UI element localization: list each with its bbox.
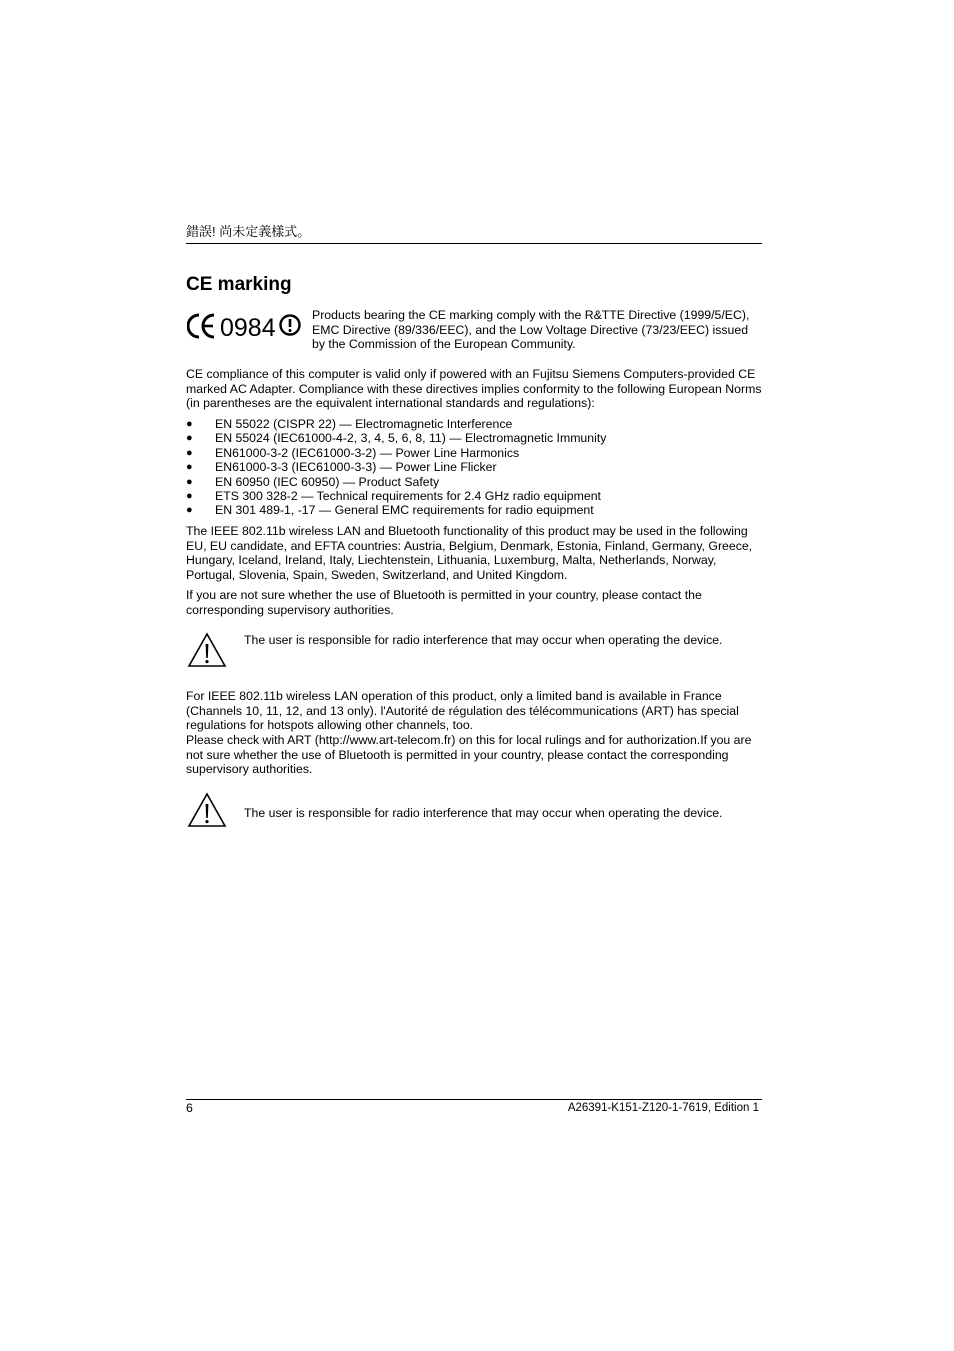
header-rule	[186, 243, 762, 244]
ce-notified-body-number: 0984	[220, 314, 276, 341]
warning-icon	[187, 632, 227, 668]
list-item: ● EN 55022 (CISPR 22) — Electromagnetic Interference	[186, 417, 513, 431]
section-title: CE marking	[186, 274, 292, 295]
bluetooth-check-paragraph: If you are not sure whether the use of Bluetooth is permitted in your country, please contact the corresponding supervisory authorities.	[186, 588, 702, 617]
warning-icon	[187, 792, 227, 828]
norms-list	[186, 417, 762, 518]
compliance-paragraph: CE compliance of this computer is valid only if powered with an Fujitsu Siemens Computers-provided CE marked AC Adapter. Compliance with these directives implies conformity to the following European Norms (in parentheses are the equivalent international standards and regulations):	[186, 367, 762, 411]
list-item: ● EN 301 489-1, -17 — General EMC requirements for radio equipment	[186, 503, 594, 518]
footer-rule	[186, 1099, 762, 1100]
warning-text: The user is responsible for radio interference that may occur when operating the device.	[244, 806, 723, 820]
wireless-paragraph: The IEEE 802.11b wireless LAN and Bluetooth functionality of this product may be used in the following EU, EU candidate, and EFTA countries: Austria, Belgium, Denmark, Estonia, Finland, Germany, Greece, Hungary, Iceland, Ireland, Italy, Liechtenstein, Lithuania, Luxemburg, Malta, Netherlands, Norway, Portugal, Slovenia, Spain, Sweden, Switzerland, and United Kingdom.	[186, 524, 753, 582]
warning-text: The user is responsible for radio interference that may occur when operating the device.	[244, 633, 723, 647]
document-reference: A26391-K151-Z120-1-7619, Edition 1	[567, 1102, 759, 1114]
france-paragraph: For IEEE 802.11b wireless LAN operation of this product, only a limited band is available in France (Channels 10, 11, 12, and 13 only). l'Autorité de régulation des télécommunications (ART) has special regulations for hotspots allowing other channels, too.	[186, 689, 739, 733]
alert-class-icon	[281, 316, 300, 335]
page-number: 6	[186, 1101, 193, 1115]
list-item: ● ETS 300 328-2 — Technical requirements for 2.4 GHz radio equipment	[186, 489, 601, 504]
list-item: ● EN 55024 (IEC61000-4-2, 3, 4, 5, 6, 8, 11) — Electromagnetic Immunity	[186, 431, 607, 446]
ce-mark-logo	[187, 311, 302, 341]
list-item: ● EN61000-3-2 (IEC61000-3-2) — Power Line Harmonics	[186, 445, 520, 460]
ce-mark-description: Products bearing the CE marking comply with the R&TTE Directive (1999/5/EC), EMC Directive (89/336/EEC), and the Low Voltage Directive (73/23/EEC) issued by the Commission of the European Community.	[312, 308, 750, 352]
list-item: ● EN61000-3-3 (IEC61000-3-3) — Power Line Flicker	[186, 460, 497, 475]
art-check-paragraph: Please check with ART (http://www.art-telecom.fr) on this for local rulings and for authorization.If you are not sure whether the use of Bluetooth is permitted in your country, please contact the corresponding supervisory authorities.	[186, 733, 752, 777]
list-item: ● EN 60950 (IEC 60950) — Product Safety	[186, 474, 440, 489]
running-header: 錯誤! 尚未定義樣式。	[186, 224, 311, 239]
